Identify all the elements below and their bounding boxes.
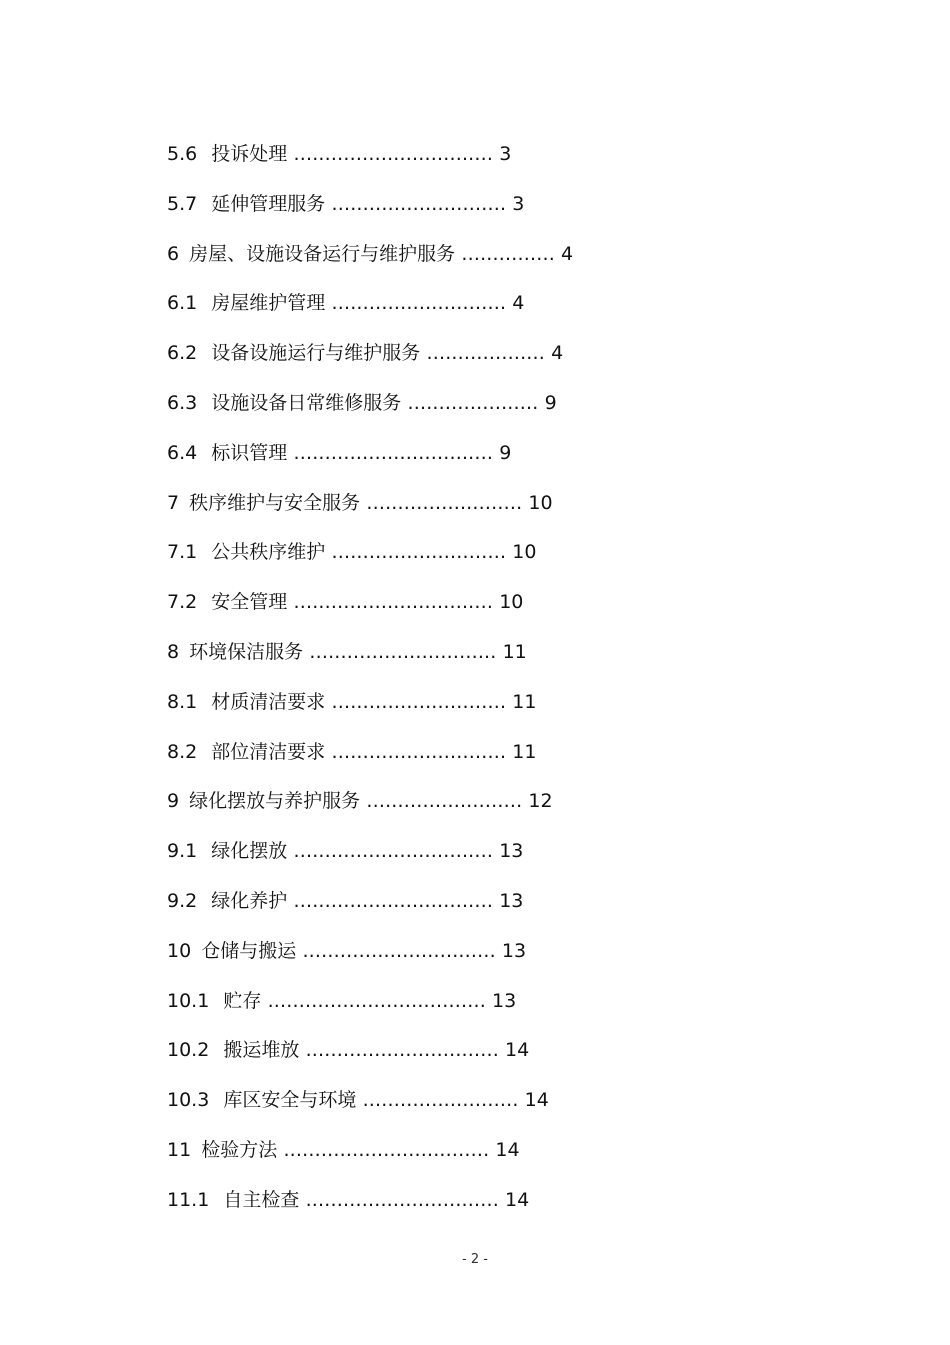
toc-dot-leader: ................................... [261, 989, 486, 1012]
toc-entry[interactable] [167, 735, 867, 785]
toc-dot-leader: ............................ [325, 192, 507, 215]
toc-section-number: 10.2 [167, 1039, 210, 1062]
toc-page-number: 4 [561, 242, 574, 265]
toc-dot-leader: ................................ [287, 840, 494, 863]
toc-dot-leader: ......................... [356, 1089, 519, 1112]
toc-section-title: 安全管理 [211, 591, 288, 614]
toc-section-number: 5.6 [167, 143, 198, 165]
toc-page-number: 12 [528, 790, 553, 813]
toc-dot-leader: ............................ [325, 690, 507, 713]
toc-dot-leader: ................................ [287, 441, 494, 464]
toc-dot-leader: ............................... [299, 1039, 499, 1062]
toc-page-number: 9 [499, 441, 512, 464]
toc-section-number: 6 [167, 242, 180, 265]
toc-page-number: 13 [492, 989, 517, 1012]
toc-page-number: 3 [512, 192, 525, 215]
toc-page-number: 11 [502, 640, 527, 663]
toc-page-number: 11 [512, 740, 537, 763]
toc-section-title: 设备设施运行与维护服务 [211, 342, 421, 365]
toc-section-number: 6.1 [167, 292, 198, 315]
toc-section-title: 绿化摆放与养护服务 [189, 790, 361, 813]
toc-section-number: 11.1 [167, 1188, 210, 1211]
toc-entry[interactable] [167, 1083, 867, 1133]
toc-section-number: 8.1 [167, 690, 198, 713]
toc-entry[interactable] [167, 137, 867, 187]
toc-page-number: 14 [495, 1138, 520, 1161]
toc-dot-leader: ................................ [287, 143, 494, 165]
toc-dot-leader: ............................ [325, 740, 507, 763]
toc-entry[interactable] [167, 585, 867, 635]
toc-section-number: 7 [167, 491, 180, 514]
toc-section-number: 9.1 [167, 840, 198, 863]
toc-section-number: 6.2 [167, 342, 198, 365]
toc-entry[interactable] [167, 1033, 867, 1083]
toc-dot-leader: ............................... [296, 939, 496, 962]
toc-dot-leader: ............... [455, 242, 555, 265]
toc-page-number: 3 [499, 143, 512, 165]
toc-page-number: 4 [551, 342, 564, 365]
toc-dot-leader: ................... [420, 342, 546, 365]
toc-dot-leader: ................................ [287, 591, 494, 614]
toc-section-number: 8.2 [167, 740, 198, 763]
toc-page-number: 14 [505, 1039, 530, 1062]
toc-section-number: 10.1 [167, 989, 210, 1012]
toc-page-number: 10 [528, 491, 553, 514]
toc-section-number: 9 [167, 790, 180, 813]
toc-section-title: 材质清洁要求 [211, 690, 326, 713]
toc-section-number: 5.7 [167, 192, 198, 215]
toc-section-title: 部位清洁要求 [211, 740, 326, 763]
toc-page-number: 9 [544, 391, 557, 414]
toc-dot-leader: ............................... [299, 1188, 499, 1211]
toc-section-title: 搬运堆放 [223, 1039, 300, 1062]
toc-section-title: 检验方法 [201, 1138, 278, 1161]
toc-page-number: 4 [512, 292, 525, 315]
toc-section-title: 投诉处理 [211, 143, 288, 165]
toc-page-number: 11 [512, 690, 537, 713]
toc-page-number: 10 [512, 541, 537, 564]
toc-dot-leader: ................................. [277, 1138, 490, 1161]
toc-entry[interactable] [167, 784, 867, 834]
toc-entry[interactable] [167, 386, 867, 436]
toc-section-number: 11 [167, 1138, 192, 1161]
toc-section-title: 绿化养护 [211, 889, 288, 912]
toc-entry[interactable] [167, 535, 867, 585]
toc-page-number: 13 [499, 889, 524, 912]
toc-section-number: 6.3 [167, 391, 198, 414]
toc-entry[interactable] [167, 884, 867, 934]
toc-dot-leader: ................................ [287, 889, 494, 912]
toc-section-title: 房屋、设施设备运行与维护服务 [189, 242, 456, 265]
toc-page-number: 10 [499, 591, 524, 614]
toc-dot-leader: ......................... [360, 491, 523, 514]
toc-page-number: 13 [501, 939, 527, 962]
toc-section-title: 绿化摆放 [211, 840, 288, 863]
toc-entry[interactable] [167, 187, 867, 237]
toc-entry[interactable] [167, 286, 867, 336]
toc-section-title: 仓储与搬运 [201, 939, 297, 962]
toc-section-number: 6.4 [167, 441, 198, 464]
toc-dot-leader: ............................ [325, 541, 507, 564]
toc-entry[interactable] [167, 436, 867, 486]
toc-dot-leader: ......................... [360, 790, 523, 813]
toc-section-title: 设施设备日常维修服务 [211, 391, 402, 414]
page-number: - 2 - [462, 1252, 488, 1267]
toc-section-title: 自主检查 [223, 1188, 300, 1211]
toc-section-number: 10 [167, 939, 192, 962]
toc-section-number: 7.1 [167, 541, 198, 564]
toc-entry[interactable] [167, 984, 867, 1034]
toc-section-number: 10.3 [167, 1089, 210, 1112]
toc-entry[interactable] [167, 834, 867, 884]
toc-section-title: 标识管理 [211, 441, 288, 464]
toc-dot-leader: ..................... [401, 391, 539, 414]
toc-section-title: 秩序维护与安全服务 [189, 491, 361, 514]
toc-entry[interactable] [167, 934, 867, 984]
toc-section-title: 延伸管理服务 [211, 192, 326, 215]
toc-section-title: 环境保洁服务 [189, 640, 304, 663]
toc-dot-leader: ............................ [325, 292, 507, 315]
table-of-contents [167, 137, 867, 1233]
toc-section-number: 8 [167, 640, 180, 663]
toc-dot-leader: .............................. [303, 640, 497, 663]
toc-section-title: 库区安全与环境 [223, 1089, 357, 1112]
toc-entry[interactable] [167, 1183, 867, 1233]
toc-entry[interactable] [167, 336, 867, 386]
toc-section-title: 公共秩序维护 [211, 541, 326, 564]
toc-entry[interactable] [167, 1133, 867, 1183]
toc-page-number: 13 [499, 840, 524, 863]
toc-section-number: 9.2 [167, 889, 198, 912]
toc-entry[interactable] [167, 486, 867, 536]
toc-entry[interactable] [167, 635, 867, 685]
toc-entry[interactable] [167, 685, 867, 735]
toc-entry[interactable] [167, 237, 867, 287]
toc-page-number: 14 [505, 1188, 530, 1211]
toc-page-number: 14 [524, 1089, 549, 1112]
toc-section-number: 7.2 [167, 591, 198, 614]
toc-section-title: 贮存 [223, 989, 262, 1012]
toc-section-title: 房屋维护管理 [211, 292, 326, 315]
